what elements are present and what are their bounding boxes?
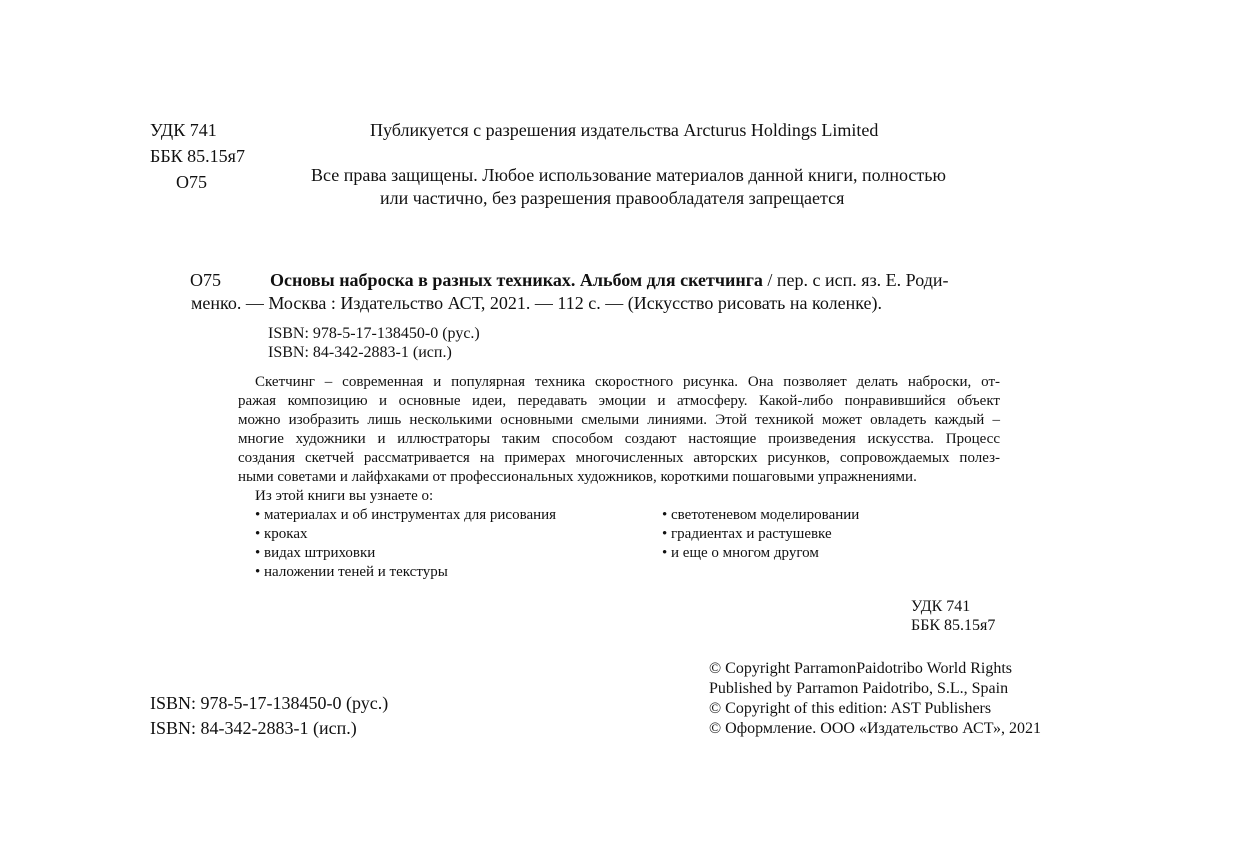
catalog-line-1 [270,271,949,289]
abstract-line-1: Скетчинг – современная и популярная техника скоростного рисунка. Она позволяет делать наброски, от- [255,374,1000,390]
list-item: • кроках [255,527,308,542]
abstract-intro: Из этой книги вы узнаете о: [255,488,434,504]
list-item: • градиентах и растушевке [662,527,832,542]
catalog-line-1-rest: / пер. с исп. яз. Е. Роди- [762,270,949,290]
copyright-line-1: © Copyright ParramonPaidotribo World Rights [709,660,1013,677]
list-item: • светотеневом моделировании [662,508,859,523]
bottom-isbn-1: ISBN: 978-5-17-138450-0 (рус.) [150,693,389,713]
rights-line-1: Все права защищены. Любое использование материалов данной книги, полностью [311,165,946,185]
book-title: Основы наброска в разных техниках. Альбом для скетчинга [270,270,763,290]
list-item: • наложении теней и текстуры [255,565,448,580]
catalog-isbn-2: ISBN: 84-342-2883-1 (исп.) [268,344,452,361]
abstract-line-2: ражая композицию и основные идеи, передавать эмоции и атмосферу. Какой-либо понравившийся объект [238,393,1000,409]
publication-note: Публикуется с разрешения издательства Arcturus Holdings Limited [370,120,879,140]
list-item: • материалах и об инструментах для рисования [255,508,556,523]
author-mark: О75 [176,172,207,192]
catalog-isbn-1: ISBN: 978-5-17-138450-0 (рус.) [268,325,480,342]
catalog-line-2: менко. — Москва : Издательство АСТ, 2021. — 112 с. — (Искусство рисовать на коленке). [191,293,882,313]
catalog-mark: О75 [190,270,221,290]
list-item: • и еще о многом другом [662,546,819,561]
copyright-line-4: © Оформление. ООО «Издательство АСТ», 2021 [709,720,1042,737]
abstract-line-5: создания скетчей рассматривается на примерах многочисленных авторских рисунков, сопровождаемых полез- [238,450,1000,466]
bottom-isbn-2: ISBN: 84-342-2883-1 (исп.) [150,718,357,738]
abstract-line-3: можно изобразить лишь несколькими основными смелыми линиями. Этой техникой может овладеть каждый – [238,412,1000,428]
rights-line-2: или частично, без разрешения правообладателя запрещается [380,188,845,208]
bbk-code: ББК 85.15я7 [150,146,245,166]
abstract-line-4: многие художники и иллюстраторы таким способом создают настоящие произведения искусства. Процесс [238,431,1000,447]
list-item: • видах штриховки [255,546,375,561]
udk-code: УДК 741 [150,120,217,140]
bottom-bbk-code: ББК 85.15я7 [911,617,996,634]
bottom-udk-code: УДК 741 [911,598,971,615]
copyright-line-3: © Copyright of this edition: AST Publishers [709,700,992,717]
copyright-line-2: Published by Parramon Paidotribo, S.L., Spain [709,680,1009,697]
abstract-line-6: ными советами и лайфхаками от профессиональных художников, короткими пошаговыми упражнениями. [238,469,917,485]
